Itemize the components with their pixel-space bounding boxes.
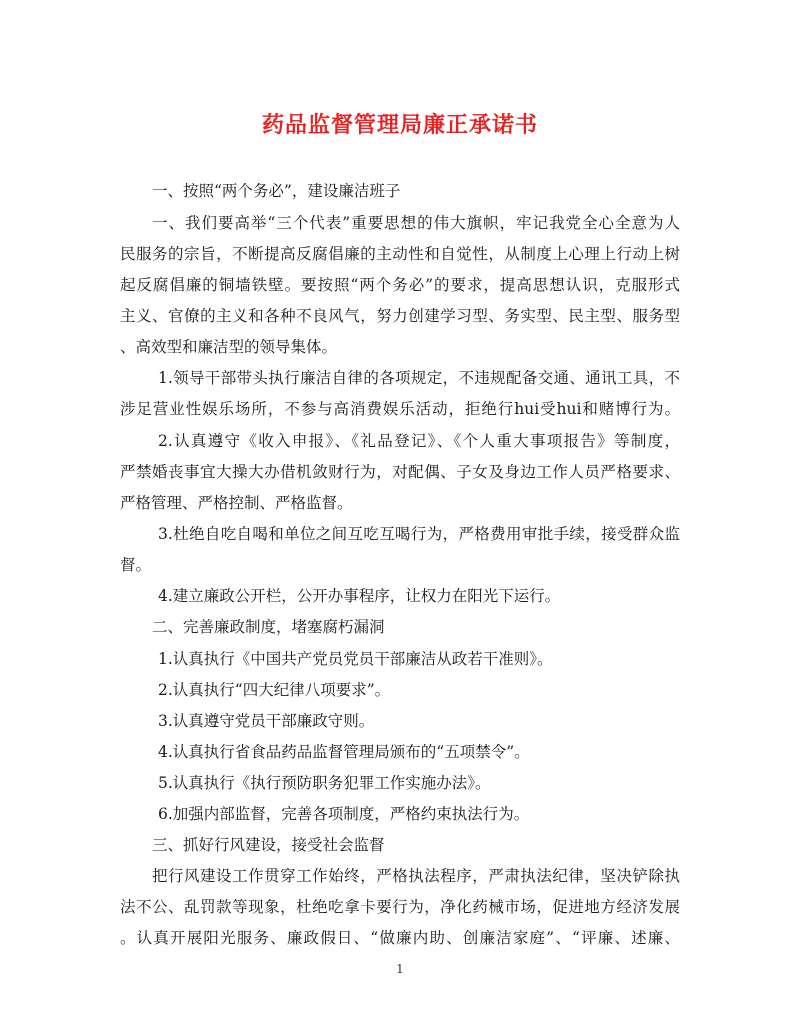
list-item-line: 5.认真执行《执行预防职务犯罪工作实施办法》。 bbox=[158, 774, 491, 792]
paragraph-line: 起反腐倡廉的铜墙铁壁。要按照“两个务必”的要求，提高思想认识，克服形式 bbox=[120, 276, 680, 294]
list-item-line: 3.认真遵守党员干部廉政守则。 bbox=[158, 712, 375, 730]
list-item-line: 6.加强内部监督，完善各项制度，严格约束执法行为。 bbox=[158, 805, 530, 823]
list-item-line: 严禁婚丧事宜大操大办借机敛财行为，对配偶、子女及身边工作人员严格要求、 bbox=[120, 463, 680, 481]
list-item-line: 3.杜绝自吃自喝和单位之间互吃互喝行为，严格费用审批手续，接受群众监 bbox=[158, 525, 680, 543]
section-heading-2: 二、完善廉政制度，堵塞腐朽漏洞 bbox=[152, 618, 385, 636]
list-item-line: 涉足营业性娱乐场所，不参与高消费娱乐活动，拒绝行hui受hui和赌博行为。 bbox=[120, 400, 680, 418]
paragraph-line: 、高效型和廉洁型的领导集体。 bbox=[120, 338, 338, 356]
list-item-line: 4.建立廉政公开栏，公开办事程序，让权力在阳光下运行。 bbox=[158, 587, 561, 605]
page-number: 1 bbox=[396, 962, 404, 976]
list-item-line: 4.认真执行省食品药品监督管理局颁布的“五项禁令”。 bbox=[158, 743, 530, 761]
section-heading-3: 三、抓好行风建设，接受社会监督 bbox=[152, 836, 385, 854]
paragraph-line: 一、我们要高举“三个代表”重要思想的伟大旗帜，牢记我党全心全意为人 bbox=[152, 214, 680, 232]
list-item-line: 严格管理、严格控制、严格监督。 bbox=[120, 494, 353, 512]
list-item-line: 2.认真执行“四大纪律八项要求”。 bbox=[158, 681, 391, 699]
paragraph-line: 把行风建设工作贯穿工作始终，严格执法程序，严肃执法纪律，坚决铲除执 bbox=[152, 867, 680, 885]
section-heading-1: 一、按照“两个务必”，建设廉洁班子 bbox=[152, 182, 401, 200]
list-item-line: 1.领导干部带头执行廉洁自律的各项规定，不违规配备交通、通讯工具，不 bbox=[158, 369, 680, 387]
document-title: 药品监督管理局廉正承诺书 bbox=[261, 112, 538, 138]
paragraph-line: 。认真开展阳光服务、廉政假日、“做廉内助、创廉洁家庭”、“评廉、述廉、 bbox=[120, 929, 680, 947]
paragraph-line: 民服务的宗旨，不断提高反腐倡廉的主动性和自觉性，从制度上心理上行动上树 bbox=[120, 245, 680, 263]
list-item-line: 1.认真执行《中国共产党员党员干部廉洁从政若干准则》。 bbox=[158, 650, 553, 668]
list-item-line: 2.认真遵守《收入申报》、《礼品登记》、《个人重大事项报告》等制度， bbox=[158, 432, 680, 450]
list-item-line: 督。 bbox=[120, 556, 152, 574]
paragraph-line: 法不公、乱罚款等现象，杜绝吃拿卡要行为，净化药械市场，促进地方经济发展 bbox=[120, 898, 680, 916]
paragraph-line: 主义、官僚的主义和各种不良风气，努力创建学习型、务实型、民主型、服务型 bbox=[120, 307, 680, 325]
